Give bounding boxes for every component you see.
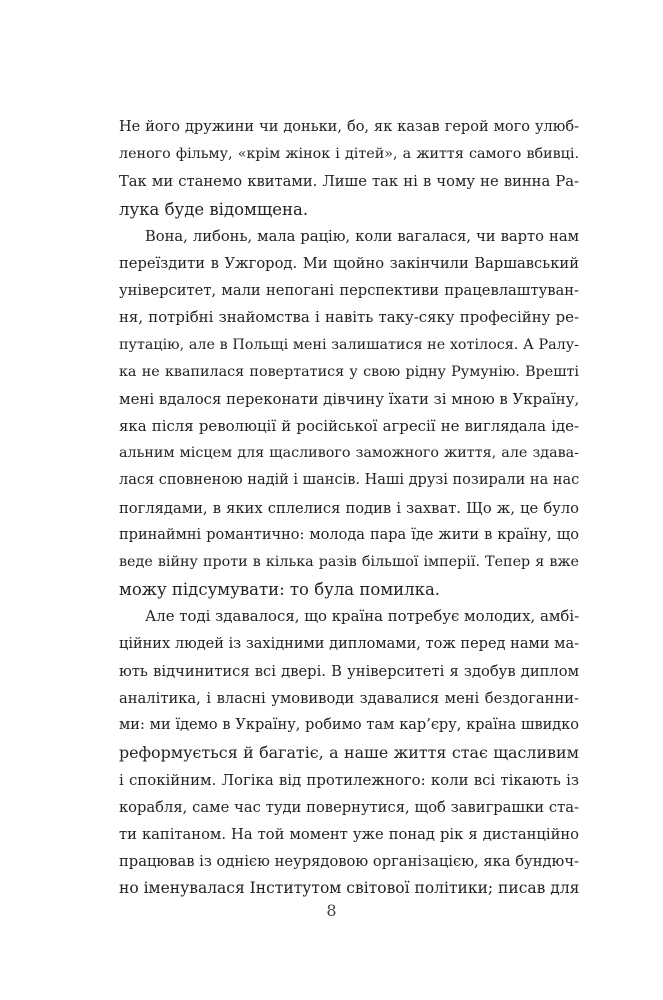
text-line: корабля, саме час туди повернутися, щоб завиграшки ста- — [119, 798, 579, 816]
text-line: ють відчинитися всі двері. В університеті я здобув диплом — [119, 662, 579, 680]
text-line: мені вдалося переконати дівчину їхати зі мною в Україну, — [119, 389, 579, 408]
text-line: но іменувалася Інститутом світової політики; писав для — [119, 879, 579, 898]
text-line: можу підсумувати: то була помилка. — [119, 580, 441, 600]
text-line: лука буде відомщена. — [119, 199, 309, 219]
text-line: працював із однією неурядовою організацією, яка бундюч- — [119, 853, 579, 871]
text-line: ка не квапилася повертатися у свою рідну Румунію. Врешті — [119, 363, 579, 380]
text-line: Не його дружини чи доньки, бо, як казав герой мого улюб- — [119, 119, 579, 135]
text-line: поглядами, в яких сплелися подив і захват. Що ж, це було — [119, 499, 579, 517]
text-line: аналітика, і власні умовиводи здавалися мені бездоганни- — [119, 689, 579, 707]
paragraph-3 — [119, 603, 579, 902]
paragraph-2 — [119, 223, 579, 604]
page-number: 8 — [326, 901, 337, 920]
text-line: принаймні романтично: молода пара їде жити в країну, що — [119, 526, 579, 543]
text-line: альним місцем для щасливого заможного життя, але здава- — [119, 445, 579, 462]
text-line: ня, потрібні знайомства і навіть таку-сяку професійну ре- — [119, 308, 579, 327]
text-line: ми: ми їдемо в Україну, робимо там кар’єру, країна швидко — [119, 717, 579, 734]
text-line: лася сповненою надій і шансів. Наші друзі позирали на нас — [119, 472, 579, 489]
text-line: і спокійним. Логіка від протилежного: коли всі тікають із — [119, 770, 579, 789]
text-line: яка після революції й російської агресії не виглядала іде- — [119, 417, 579, 436]
text-line: ційних людей із західними дипломами, тож перед нами ма- — [119, 635, 579, 652]
text-line: ти капітаном. На той момент уже понад рік я дистанційно — [119, 825, 579, 843]
paragraph-1 — [119, 114, 579, 223]
text-line: леного фільму, «крім жінок і дітей», а життя самого вбивці. — [119, 146, 579, 163]
text-line: путацію, але в Польщі мені залишатися не хотілося. А Ралу- — [119, 336, 579, 353]
text-line: реформується й багатіє, а наше життя стає щасливим — [119, 743, 579, 763]
text-line: Вона, либонь, мала рацію, коли вагалася, чи варто нам — [145, 227, 579, 245]
text-line: Так ми станемо квитами. Лише так ні в чому не винна Ра- — [119, 173, 579, 191]
body-text — [119, 114, 579, 902]
text-line: Але тоді здавалося, що країна потребує молодих, амбі- — [145, 607, 579, 626]
text-line: переїздити в Ужгород. Ми щойно закінчили Варшавський — [119, 254, 579, 272]
text-line: веде війну проти в кілька разів більшої імперії. Тепер я вже — [119, 554, 579, 570]
text-line: університет, мали непогані перспективи працевлаштуван- — [119, 282, 579, 300]
